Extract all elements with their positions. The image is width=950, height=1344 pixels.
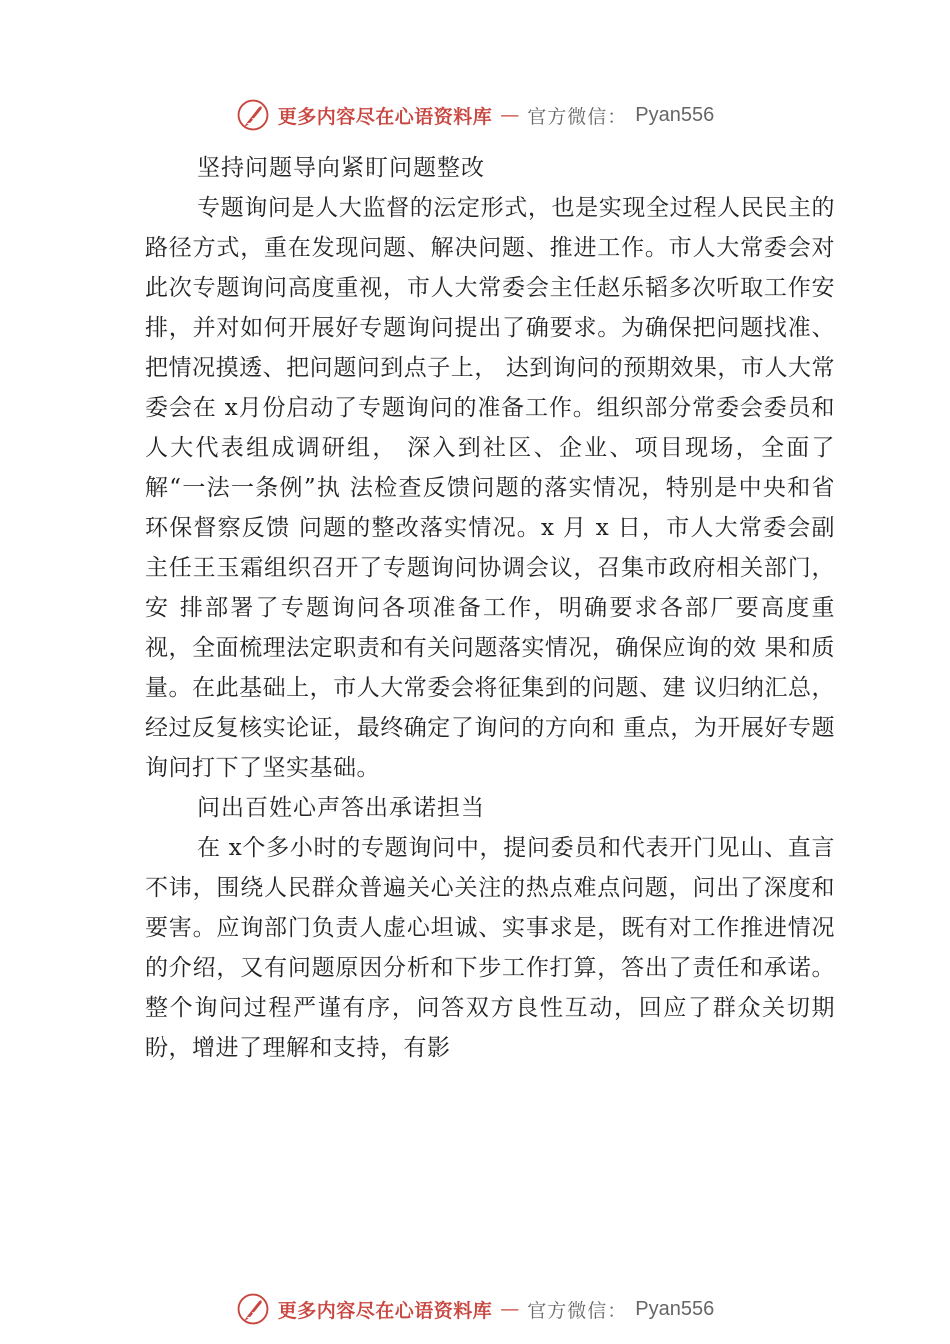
quill-pen-logo-icon bbox=[236, 1292, 270, 1326]
footer-banner-content bbox=[236, 1292, 715, 1326]
paragraph-2: 在 x个多小时的专题询问中，提问委员和代表开门见山、直言不讳，围绕人民群众普遍关心关注的热点难点问题，问出了深度和要害。应询部门负责人虚心坦诚、实事求是，既有对工作推进情况的介绍，又有问题原因分析和下步工作打算，答出了责任和承诺。整个询问过程严谨有序，问答双方良性互动，回应了群众关切期盼，增进了理解和支持，有影 bbox=[145, 835, 835, 1061]
banner-dash: — bbox=[500, 1298, 520, 1320]
header-banner-content bbox=[236, 98, 715, 132]
section-heading-2: 问出百姓心声答出承诺担当 bbox=[197, 795, 485, 821]
banner-wechat-id: Pyan556 bbox=[635, 1297, 715, 1320]
paragraph-1: 专题询问是人大监督的沄定形式，也是实现全过程人民民主的路径方式，重在发现问题、解决问题、推进工作。市人大常委会对此次专题询问高度重视，市人大常委会主任赵乐韬多次听取工作安排，并对如何开展好专题询问提出了确要求。为确保把问题找准、把情况摸透、把问题问到点子上， 达到询问的预期效果，市人大常委会在 x月份启动了专题询问的准备工作。组织部分常委会委员和人大代表组成调研组， 深入到社区、企业、项目现场，全面了解“一法一条例”执 法检查反馈问题的落实情况，特别是中央和省环保督察反馈 问题的整改落实情况。x 月 x 日，市人大常委会副主任王玉霜组织召开了专题询问协调会议，召集市政府相关部门，安 排部署了专题询问各项准备工作，明确要求各部厂要高度重 视，全面梳理法定职责和有关问题落实情况，确保应询的效 果和质量。在此基础上，市人大常委会将征集到的问题、建 议归纳汇总，经过反复核实论证，最终确定了询问的方向和 重点，为开展好专题询问打下了坚实基础。 bbox=[145, 195, 835, 781]
header-banner bbox=[0, 93, 950, 137]
banner-wechat-label: 官方微信： bbox=[527, 1299, 628, 1322]
document-body bbox=[145, 148, 835, 1068]
banner-wechat-id: Pyan556 bbox=[635, 103, 715, 126]
banner-site-name: 更多内容尽在心语资料库 bbox=[277, 105, 493, 128]
banner-wechat-label: 官方微信： bbox=[527, 105, 628, 128]
banner-site-name: 更多内容尽在心语资料库 bbox=[277, 1299, 493, 1322]
banner-dash: — bbox=[500, 104, 520, 126]
footer-banner bbox=[0, 1287, 950, 1331]
section-heading-1: 坚持问题导向紧盯问题整改 bbox=[197, 155, 485, 181]
quill-pen-logo-icon bbox=[236, 98, 270, 132]
